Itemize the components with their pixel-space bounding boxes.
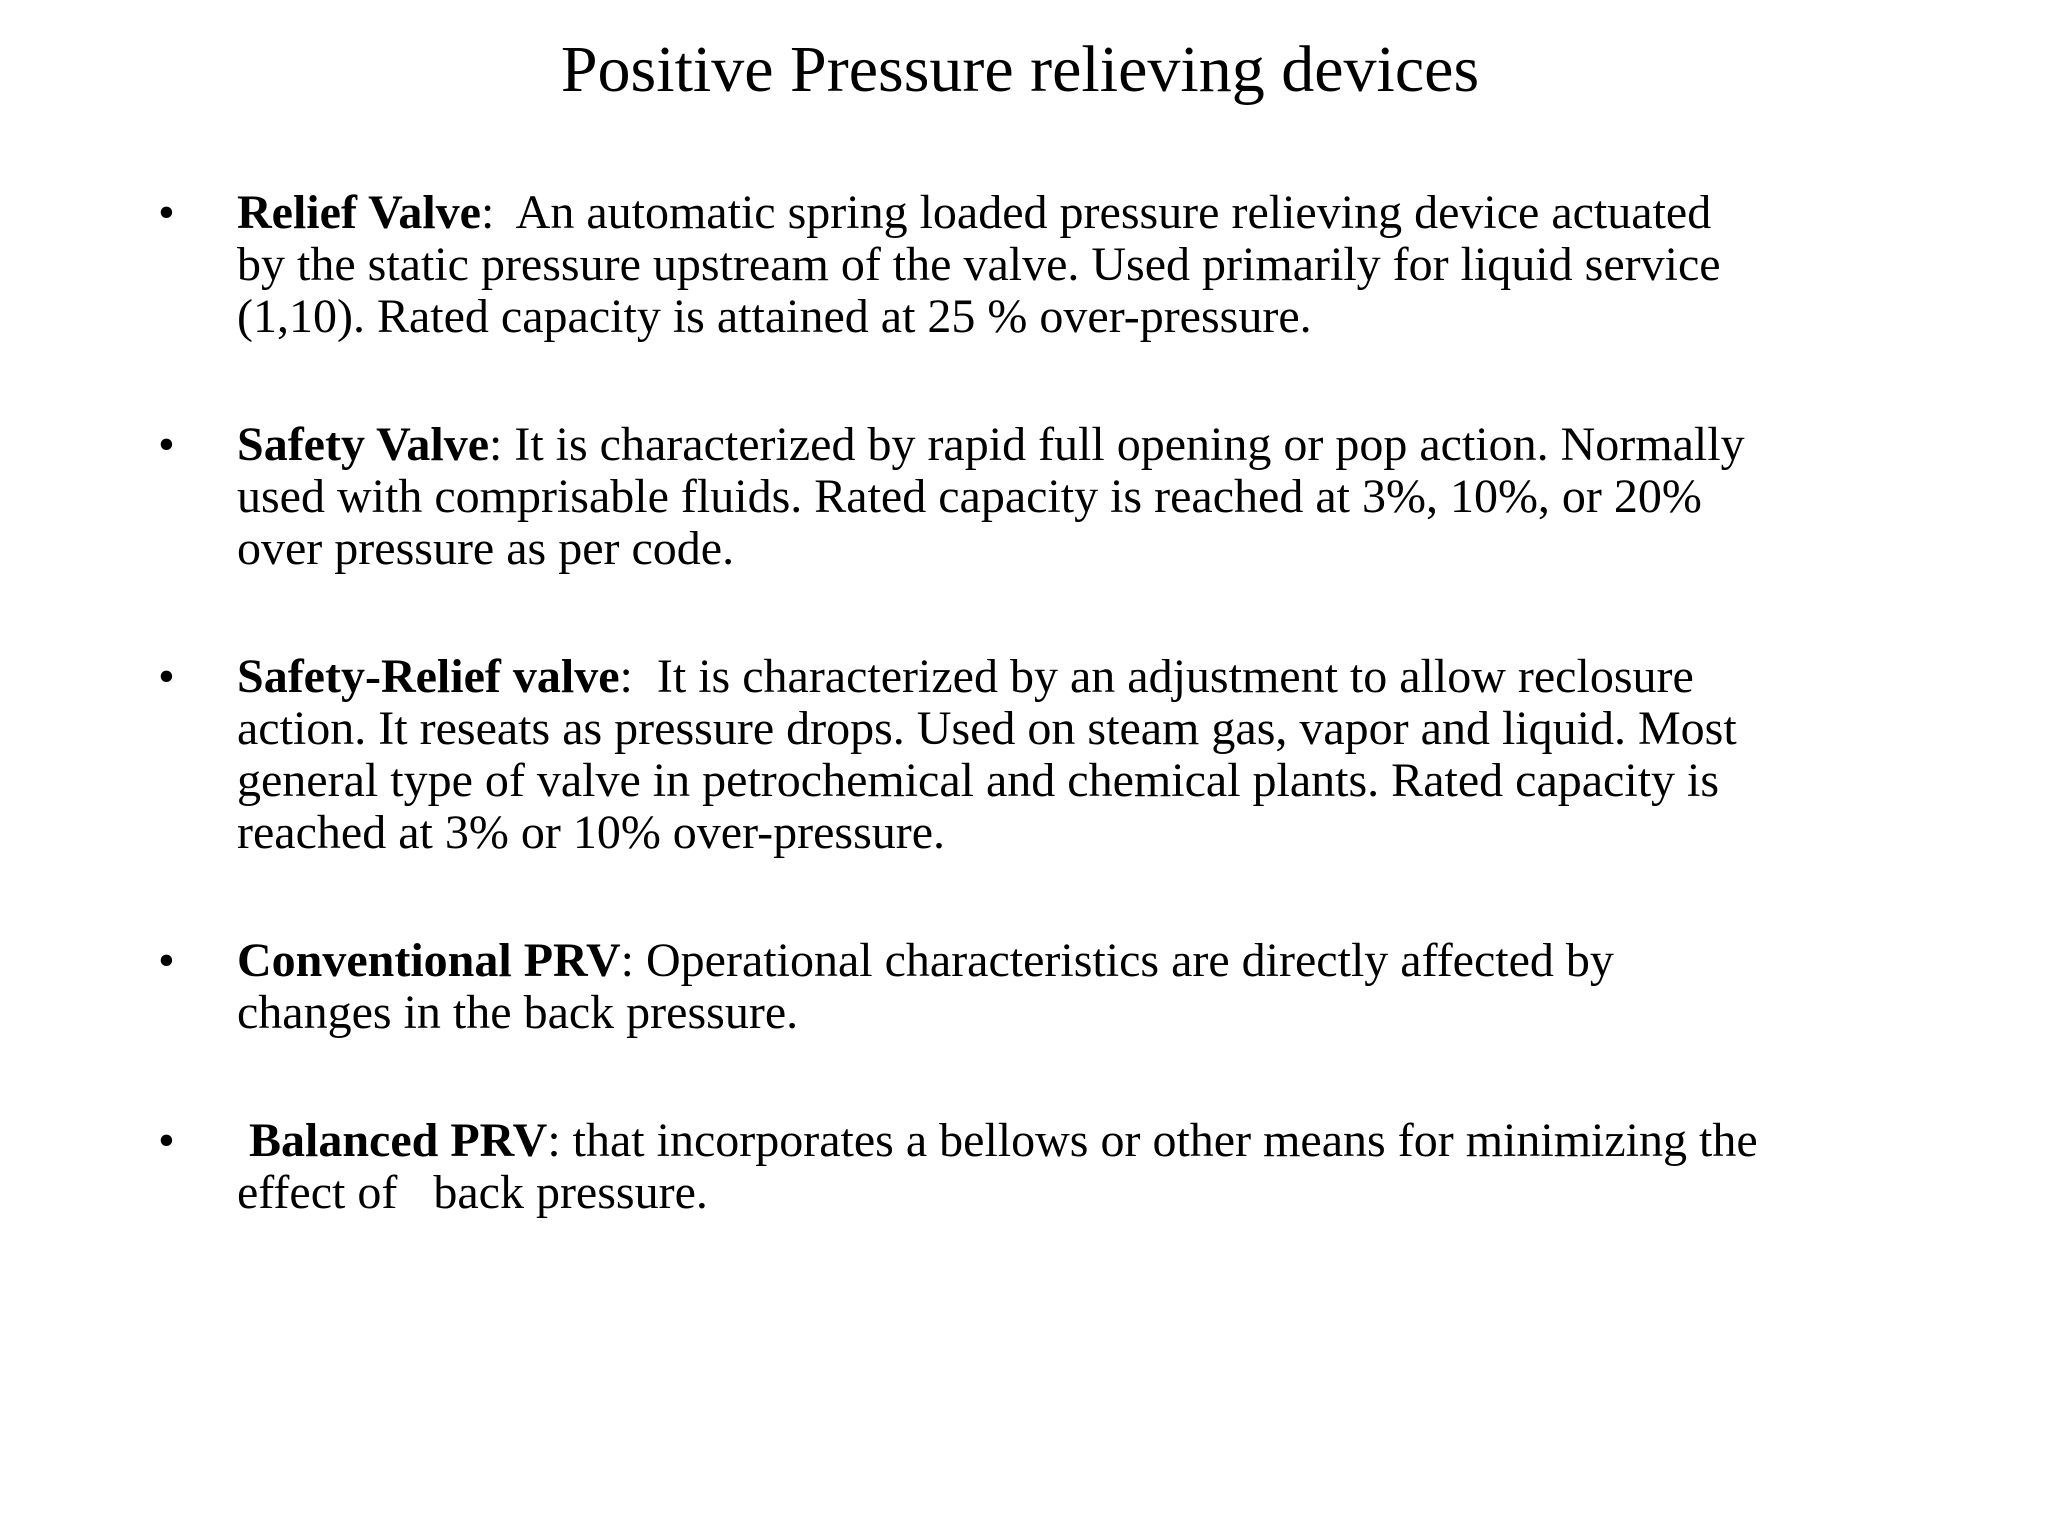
bullet-line: by the static pressure upstream of the valve. Used primarily for liquid service [237,238,1721,291]
bullet-text [237,935,1937,1039]
definition-text: : that incorporates a bellows or other means for minimizing the [547,1114,1758,1167]
bullet-line: effect of back pressure. [237,1166,708,1219]
bullet-line [237,187,1937,239]
bullet-icon: • [158,186,175,239]
bullet-line: reached at 3% or 10% over-pressure. [237,806,946,859]
slide-title: Positive Pressure relieving devices [560,33,1480,106]
bullet-line: changes in the back pressure. [237,986,799,1039]
bullet-line: over pressure as per code. [237,522,735,575]
bullet-text [237,187,1937,343]
definition-text: : It is characterized by an adjustment to allow reclosure [619,650,1694,703]
bullet-line: action. It reseats as pressure drops. Used on steam gas, vapor and liquid. Most [237,702,1737,755]
bullet-icon: • [158,418,175,471]
bullet-icon: • [158,1114,175,1167]
term-label: Conventional PRV [237,934,621,987]
definition-text: : Operational characteristics are directly affected by [620,934,1614,987]
bullet-text [237,1115,1937,1219]
bullet-line: used with comprisable fluids. Rated capacity is reached at 3%, 10%, or 20% [237,470,1702,523]
term-label: Safety-Relief valve [237,650,620,703]
term-label: Safety Valve [237,418,489,471]
definition-text: : An automatic spring loaded pressure relieving device actuated [480,186,1712,239]
term-label: Balanced PRV [237,1114,548,1167]
bullet-line: (1,10). Rated capacity is attained at 25 % over-pressure. [237,290,1312,343]
bullet-line [237,935,1937,987]
bullet-icon: • [158,934,175,987]
bullet-line [237,419,1937,471]
bullet-line [237,1115,1937,1167]
definition-text: : It is characterized by rapid full opening or pop action. Normally [489,418,1745,471]
bullet-text [237,651,1937,859]
bullet-text [237,419,1937,575]
bullet-line [237,651,1937,703]
bullet-icon: • [158,650,175,703]
bullet-line: general type of valve in petrochemical and chemical plants. Rated capacity is [237,754,1720,807]
term-label: Relief Valve [237,186,481,239]
